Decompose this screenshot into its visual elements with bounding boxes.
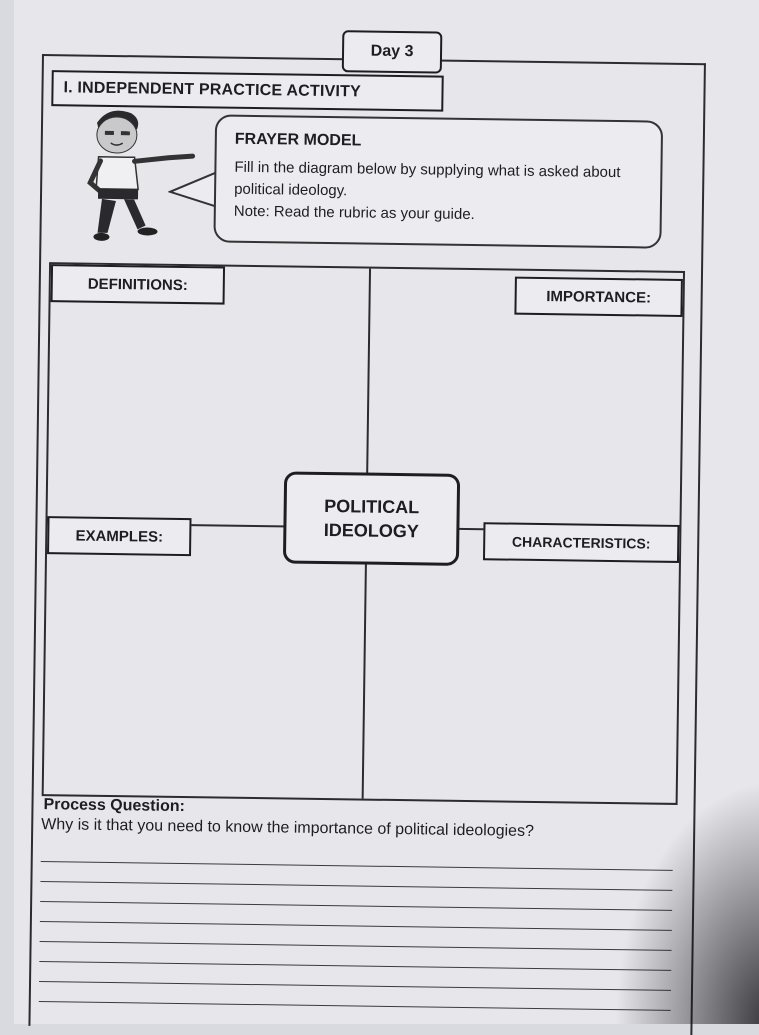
center-label-line2: IDEOLOGY xyxy=(323,519,420,542)
photo-shadow xyxy=(614,780,759,1024)
bubble-note: Note: Read the rubric as your guide. xyxy=(233,202,475,224)
activity-sheet xyxy=(28,42,706,1035)
answer-lines xyxy=(39,842,673,1011)
political-ideology-center xyxy=(283,471,460,565)
examples-label: EXAMPLES: xyxy=(47,516,192,556)
center-label-line1: POLITICAL xyxy=(324,495,420,518)
definitions-label: DEFINITIONS: xyxy=(51,264,226,304)
importance-label: IMPORTANCE: xyxy=(514,277,683,317)
worksheet-page xyxy=(14,0,759,1024)
instruction-bubble xyxy=(213,114,663,248)
bubble-instructions: Fill in the diagram below by supplying what is asked about political ideology. xyxy=(234,158,621,200)
frayer-model-diagram xyxy=(42,262,685,805)
process-question-section xyxy=(39,796,674,1011)
process-question-text: Why is it that you need to know the importance of political ideologies? xyxy=(41,816,535,840)
characteristics-label: CHARACTERISTICS: xyxy=(483,522,680,563)
bubble-title: FRAYER MODEL xyxy=(234,130,362,150)
section-title: I. INDEPENDENT PRACTICE ACTIVITY xyxy=(51,70,443,111)
day-badge: Day 3 xyxy=(342,30,443,73)
process-question-title: Process Question: xyxy=(43,796,186,816)
